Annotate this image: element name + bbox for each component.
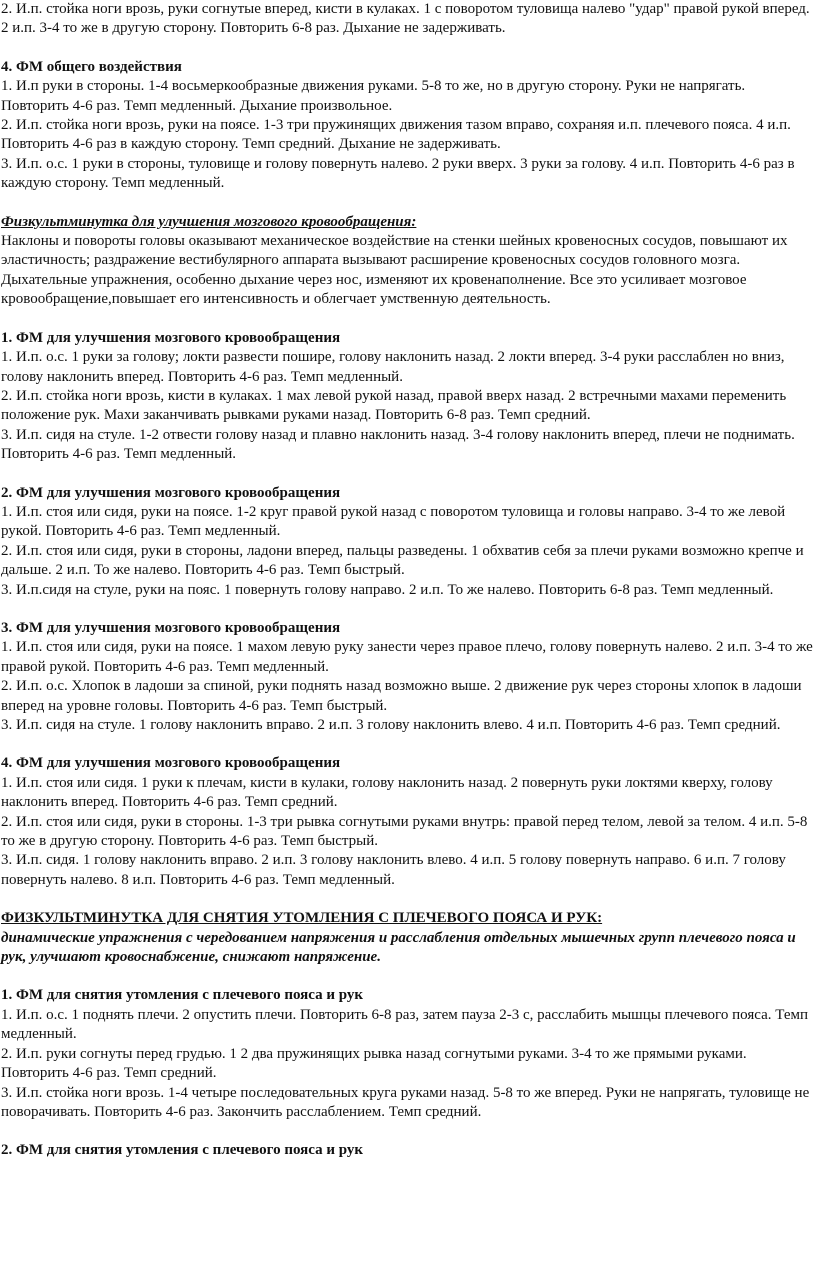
spacer — [1, 1122, 813, 1141]
shoulder-block-1-item-1: 1. И.п. о.с. 1 поднять плечи. 2 опустить плечи. Повторить 6-8 раз, затем пауза 2-3 с, расслабить мышцы плечевого пояса. Темп медленный. — [1, 1006, 808, 1043]
intro-paragraph: 2. И.п. стойка ноги врозь, руки согнутые вперед, кисти в кулаках. 1 с поворотом туловища налево "удар" правой рукой вперед. 2 и.п. 3-4 то же в другую сторону. Повторить 6-8 раз. Дыхание не задерживать. — [1, 1, 810, 37]
spacer — [1, 735, 813, 754]
fm4-general-item-1: 1. И.п руки в стороны. 1-4 восьмеркообразные движения руками. 5-8 то же, но в другую сторону. Руки не напрягать. Повторить 4-6 раз. Темп медленный. Дыхание произвольное. — [1, 78, 746, 114]
brain-section-title: Физкультминутка для улучшения мозгового кровообращения: — [1, 213, 417, 230]
brain-block-1-item-2: 2. И.п. стойка ноги врозь, кисти в кулаках. 1 мах левой рукой назад, правой вверх назад. 2 встречными махами переменить положение рук. Махи заканчивать рывками руками назад. Повторить 6-8 раз. Темп средний. — [1, 387, 787, 424]
shoulder-block-1-item-3: 3. И.п. стойка ноги врозь. 1-4 четыре последовательных круга руками назад. 5-8 то же вперед. Руки не напрягать, туловище не поворачивать. Повторить 4-6 раз. Закончить расслаблением. Темп средний. — [1, 1084, 810, 1120]
brain-block-3-item-3: 3. И.п. сидя на стуле. 1 голову наклонить вправо. 2 и.п. 3 голову наклонить влево. 4 и.п. Повторить 4-6 раз. Темп средний. — [1, 717, 781, 733]
shoulder-block-2-title: 2. ФМ для снятия утомления с плечевого пояса и рук — [1, 1142, 364, 1159]
brain-block-3-item-1: 1. И.п. стоя или сидя, руки на поясе. 1 махом левую руку занести через правое плечо, голову повернуть налево. 2 и.п. 3-4 то же правой рукой. Повторить 4-6 раз. Темп медленный. — [1, 639, 813, 675]
brain-block-2-item-2: 2. И.п. стоя или сидя, руки в стороны, ладони вперед, пальцы разведены. 1 обхватив себя за плечи руками возможно крепче и дальше. 2 и.п. То же налево. Повторить 4-6 раз. Темп быстрый. — [1, 542, 804, 579]
spacer — [1, 600, 813, 619]
spacer — [1, 890, 813, 909]
brain-block-2-item-3: 3. И.п.сидя на стуле, руки на пояс. 1 повернуть голову направо. 2 и.п. То же налево. Повторить 6-8 раз. Темп медленный. — [1, 581, 774, 598]
brain-block-4-item-3: 3. И.п. сидя. 1 голову наклонить вправо. 2 и.п. 3 голову наклонить влево. 4 и.п. 5 голову повернуть направо. 6 и.п. 7 голову повернуть налево. 8 и.п. Повторить 4-6 раз. Темп медленный. — [1, 852, 786, 888]
spacer — [1, 967, 813, 986]
fm4-general-item-3: 3. И.п. о.с. 1 руки в стороны, туловище и голову повернуть налево. 2 руки вверх. 3 руки за голову. 4 и.п. Повторить 4-6 раз в каждую сторону. Темп медленный. — [1, 155, 795, 192]
brain-section-description: Наклоны и повороты головы оказывают механическое воздействие на стенки шейных кровеносных сосудов, повышают их эластичность; раздражение вестибулярного аппарата вызывают расширение кровеносных сосудов головного мозга. Дыхательные упражнения, особенно дыхание через нос, изменяют их кровенаполнение. Все это усиливает мозговое кровообращение,повышает его интенсивность и облегчает умственную деятельность. — [1, 233, 788, 308]
brain-section — [1, 213, 813, 891]
shoulder-section-description: динамические упражнения с чередованием напряжения и расслабления отдельных мышечных групп плечевого пояса и рук, улучшают кровоснабжение, снижают напряжение. — [1, 929, 796, 966]
brain-block-3-title: 3. ФМ для улучшения мозгового кровообращения — [1, 619, 341, 636]
brain-block-4 — [1, 754, 813, 890]
fm4-general-item-2: 2. И.п. стойка ноги врозь, руки на поясе. 1-3 три пружинящих движения тазом вправо, сохраняя и.п. плечевого пояса. 4 и.п. Повторить 4-6 раз в каждую сторону. Темп средний. Дыхание не задерживать. — [1, 117, 791, 153]
brain-block-2 — [1, 484, 813, 600]
brain-block-3-item-2: 2. И.п. о.с. Хлопок в ладоши за спиной, руки поднять назад возможно выше. 2 движение рук через стороны хлопок в ладоши вперед на уровне головы. Повторить 4-6 раз. Темп быстрый. — [1, 678, 802, 714]
shoulder-block-1-title: 1. ФМ для снятия утомления с плечевого пояса и рук — [1, 987, 364, 1004]
document-page — [1, 0, 813, 1161]
spacer — [1, 194, 813, 213]
brain-block-2-title: 2. ФМ для улучшения мозгового кровообращения — [1, 484, 341, 501]
brain-block-1 — [1, 329, 813, 465]
brain-block-4-item-2: 2. И.п. стоя или сидя, руки в стороны. 1-3 три рывка согнутыми руками внутрь: правой перед телом, левой за телом. 4 и.п. 5-8 то же в другую сторону. Повторить 4-6 раз. Темп быстрый. — [1, 813, 808, 850]
brain-block-1-item-1: 1. И.п. о.с. 1 руки за голову; локти развести пошире, голову наклонить назад. 2 локти вперед. 3-4 руки расслаблен но вниз, голову наклонить вперед. Повторить 4-6 раз. Темп медленный. — [1, 349, 785, 385]
brain-block-4-title: 4. ФМ для улучшения мозгового кровообращения — [1, 755, 341, 772]
shoulder-block-1 — [1, 986, 813, 1122]
fm4-general-block — [1, 58, 813, 194]
brain-block-3 — [1, 619, 813, 735]
shoulder-block-2 — [1, 1141, 813, 1160]
brain-block-2-item-1: 1. И.п. стоя или сидя, руки на поясе. 1-2 круг правой рукой назад с поворотом туловища и головы направо. 3-4 то же левой рукой. Повторить 4-6 раз. Темп медленный. — [1, 503, 786, 540]
shoulder-section — [1, 909, 813, 1160]
spacer — [1, 465, 813, 484]
spacer — [1, 310, 813, 329]
shoulder-section-title: ФИЗКУЛЬТМИНУТКА ДЛЯ СНЯТИЯ УТОМЛЕНИЯ С ПЛЕЧЕВОГО ПОЯСА И РУК: — [1, 910, 603, 927]
brain-block-1-title: 1. ФМ для улучшения мозгового кровообращения — [1, 329, 341, 346]
fm4-general-title: 4. ФМ общего воздействия — [1, 58, 182, 75]
spacer — [1, 39, 813, 58]
shoulder-block-1-item-2: 2. И.п. руки согнуты перед грудью. 1 2 два пружинящих рывка назад согнутыми руками. 3-4 то же прямыми руками. Повторить 4-6 раз. Темп средний. — [1, 1045, 747, 1082]
brain-block-1-item-3: 3. И.п. сидя на стуле. 1-2 отвести голову назад и плавно наклонить назад. 3-4 голову наклонить вперед, плечи не поднимать. Повторить 4-6 раз. Темп медленный. — [1, 426, 795, 463]
brain-block-4-item-1: 1. И.п. стоя или сидя. 1 руки к плечам, кисти в кулаки, голову наклонить назад. 2 повернуть руки локтями кверху, голову наклонить вперед. Повторить 4-6 раз. Темп средний. — [1, 774, 773, 811]
